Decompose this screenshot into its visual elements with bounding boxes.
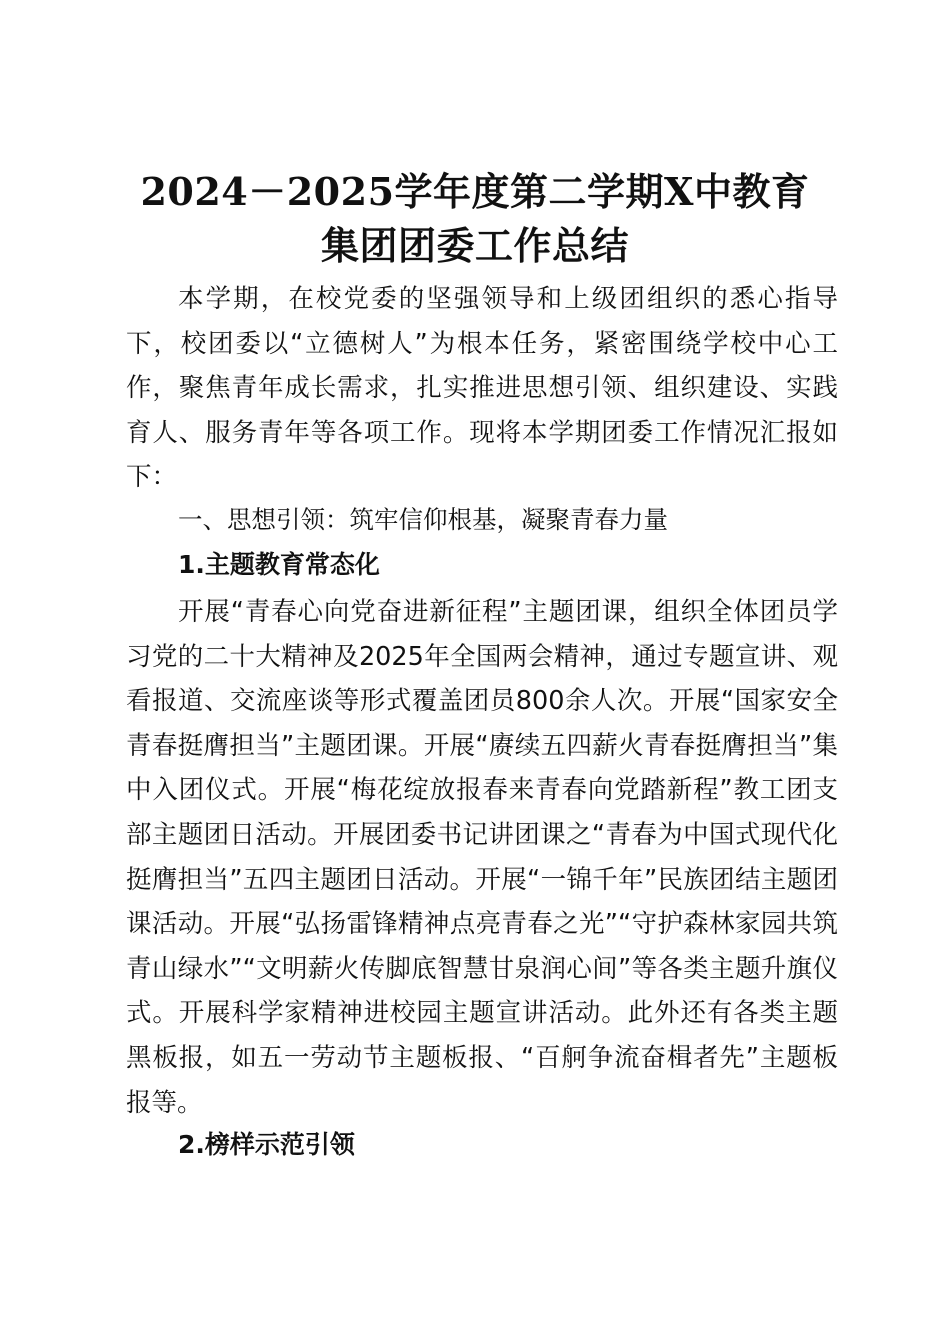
subsection-heading-2: 2.榜样示范引领: [178, 1130, 355, 1159]
document-title-line-1: 2024－2025学年度第二学期X中教育: [140, 169, 810, 214]
section-heading-1: 一、思想引领：筑牢信仰根基，凝聚青春力量: [178, 505, 668, 534]
document-title-line-2: 集团团委工作总结: [320, 223, 629, 268]
subsection-1-paragraph: 开展“青春心向党奋进新征程”主题团课，组织全体团员学习党的二十大精神及2025年全国两会精神，通过专题宣讲、观看报道、交流座谈等形式覆盖团员800余人次。开展“国家安全青春挺膺担当”主题团课。开展“赓续五四薪火青春挺膺担当”集中入团仪式。开展“梅花绽放报春来青春向党踏新程”教工团支部主题团日活动。开展团委书记讲团课之“青春为中国式现代化挺膺担当”五四主题团日活动。开展“一锦千年”民族团结主题团课活动。开展“弘扬雷锋精神点亮青春之光”“守护森林家园共筑青山绿水”“文明薪火传脚底智慧甘泉润心间”等各类主题升旗仪式。开展科学家精神进校园主题宣讲活动。此外还有各类主题黑板报，如五一劳动节主题板报、“百舸争流奋楫者先”主题板报等。: [126, 597, 838, 1118]
subsection-heading-1: 1.主题教育常态化: [178, 550, 380, 579]
intro-paragraph: 本学期，在校党委的坚强领导和上级团组织的悉心指导下，校团委以“立德树人”为根本任务，紧密围绕学校中心工作，聚焦青年成长需求，扎实推进思想引领、组织建设、实践育人、服务青年等各项工作。现将本学期团委工作情况汇报如下：: [126, 284, 838, 493]
